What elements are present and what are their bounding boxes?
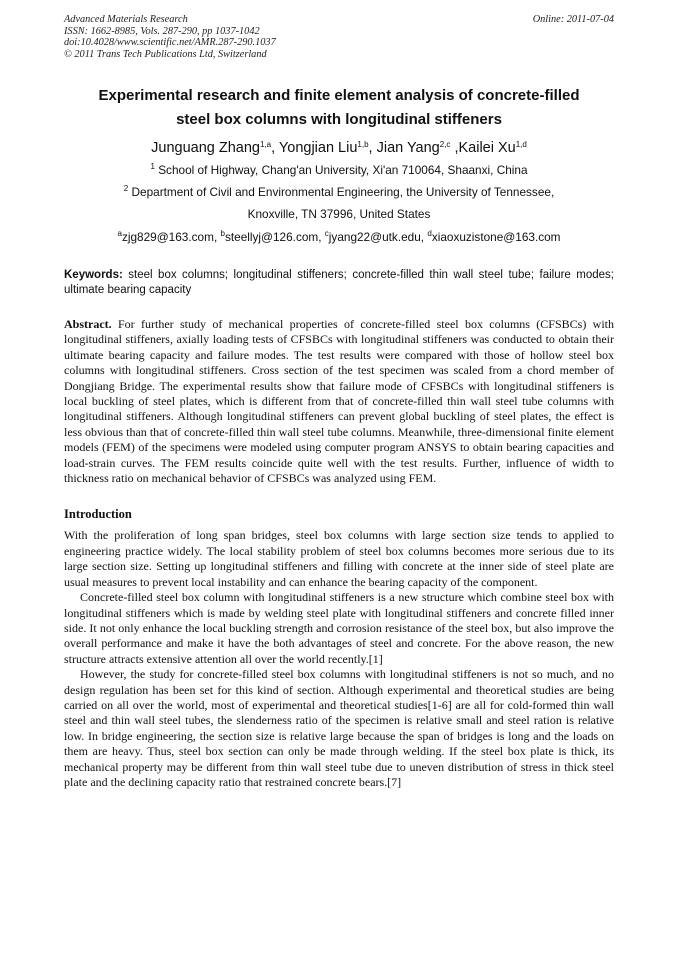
keywords-block [64,268,614,298]
abstract-text: For further study of mechanical properties of concrete-filled steel box columns (CFSBCs) with longitudinal stiffeners, axially loading tests of CFSBCs with longitudinal stiffeners was conducted to obtain their ultimate bearing capacity and failure modes. The test results were compared with those of hollow steel box columns with longitudinal stiffeners. Cross section of the test specimen was scaled from a chord member of Dongjiang Bridge. The experimental results show that failure mode of CFSBCs with longitudinal stiffeners is local buckling of steel plates, which is different from that of concrete-filled thin wall steel tube columns with longitudinal stiffeners. Although longitudinal stiffeners can prevent global buckling of steel plates, the effect is less obvious than that of concrete-filled thin wall steel tube columns. Meanwhile, three-dimensional finite element models (FEM) of the specimens were modeled using computer program ANSYS to obtain bearing capacities and load-strain curves. The FEM results coincide quite well with the test results. Further, influence of width to thickness ratio on mechanical behavior of CFSBCs was analyzed using FEM. [64,317,614,486]
email-link[interactable]: steellyj@126.com [224,230,319,244]
copyright-line: © 2011 Trans Tech Publications Ltd, Switzerland [64,48,267,60]
keywords-label: Keywords: [64,269,123,281]
title-line-2: steel box columns with longitudinal stiffeners [176,111,502,128]
issn-line: ISSN: 1662-8985, Vols. 287-290, pp 1037-1042 [64,25,260,37]
paragraph: However, the study for concrete-filled steel box columns with longitudinal stiffeners is not so much, and no design regulation has been set for this kind of section. Although experimental and theoretical studies are being carried on all over the world, most of experimental and theoretical studies[1-6] are all for cold-formed thin wall steel and thin wall steel tubes, the slenderness ratio of the specimen is relative small and steel ration is relative low. In bridge engineering, the section size is relative large because the span of bridges is long and the loads on them are heavy. Thus, steel box section can only be made through welding. If the steel box plate is thick, its mechanical property may be different from thin wall steel tube due to uneven distribution of stress in thick steel plate and the declining capacity ratio that restrained concrete bears.[7] [64,667,614,789]
paragraph: Concrete-filled steel box column with longitudinal stiffeners is a new structure which combine steel box with longitudinal stiffeners which is made by welding steel plate with longitudinal stiffeners and concrete filled inner side. It not only enhance the local buckling strength and corrosion resistance of the steel box, but also improve the overall performance and make it have the both advantages of steel and concrete. For the above reason, the new structure attracts extensive attention all over the world recently.[1] [64,590,614,666]
journal-header [64,14,614,60]
email-link[interactable]: jyang22@utk.edu [328,230,421,244]
email-link[interactable]: xiaoxuzistone@163.com [431,230,561,244]
keywords-text: steel box columns; longitudinal stiffeners; concrete-filled thin wall steel tube; failure modes; ultimate bearing capacity [64,269,615,296]
author-emails: $^a$zjg829@163.com, $^b$steellyj@126.com, $^c$jyang22@utk.edu, $^d$xiaoxuzistone@163.com [117,229,561,244]
journal-name: Advanced Materials Research [64,14,188,25]
abstract-label: Abstract. [64,317,112,331]
author: Junguang Zhang$^{1,a}$, [151,140,279,156]
paper-title [64,84,614,132]
doi-line: doi:10.4028/www.scientific.net/AMR.287-290.1037 [64,37,276,48]
author: Yongjian Liu$^{1,b}$, [278,140,377,156]
paragraph: With the proliferation of long span bridges, steel box columns with large section size tends to applied to engineering practice widely. The local stability problem of steel box columns becomes more serious due to its large section size. Setting up longitudinal stiffeners and filling with concrete at the inner side of steel plate are usual measures to prevent local instability and can enhance the bearing capacity of the component. [64,528,614,589]
author: Kailei Xu$^{1,d}$ [458,140,527,156]
online-date: Online: 2011-07-04 [532,14,614,25]
author: Jian Yang$^{2,c}$ , [376,140,459,156]
author-list [64,137,614,159]
affiliation-2-continued: Knoxville, TN 37996, United States [247,207,431,221]
abstract-block [64,317,614,486]
section-heading-introduction: Introduction [64,507,132,522]
title-line-1: Experimental research and finite element analysis of concrete-filled [98,87,580,104]
email-link[interactable]: zjg829@163.com [121,230,214,244]
affiliation-1: $^1$ School of Highway, Chang'an University, Xi'an 710064, Shaanxi, China [150,162,528,177]
affiliation-2: $^2$ Department of Civil and Environmental Engineering, the University of Tennessee, [123,184,555,199]
